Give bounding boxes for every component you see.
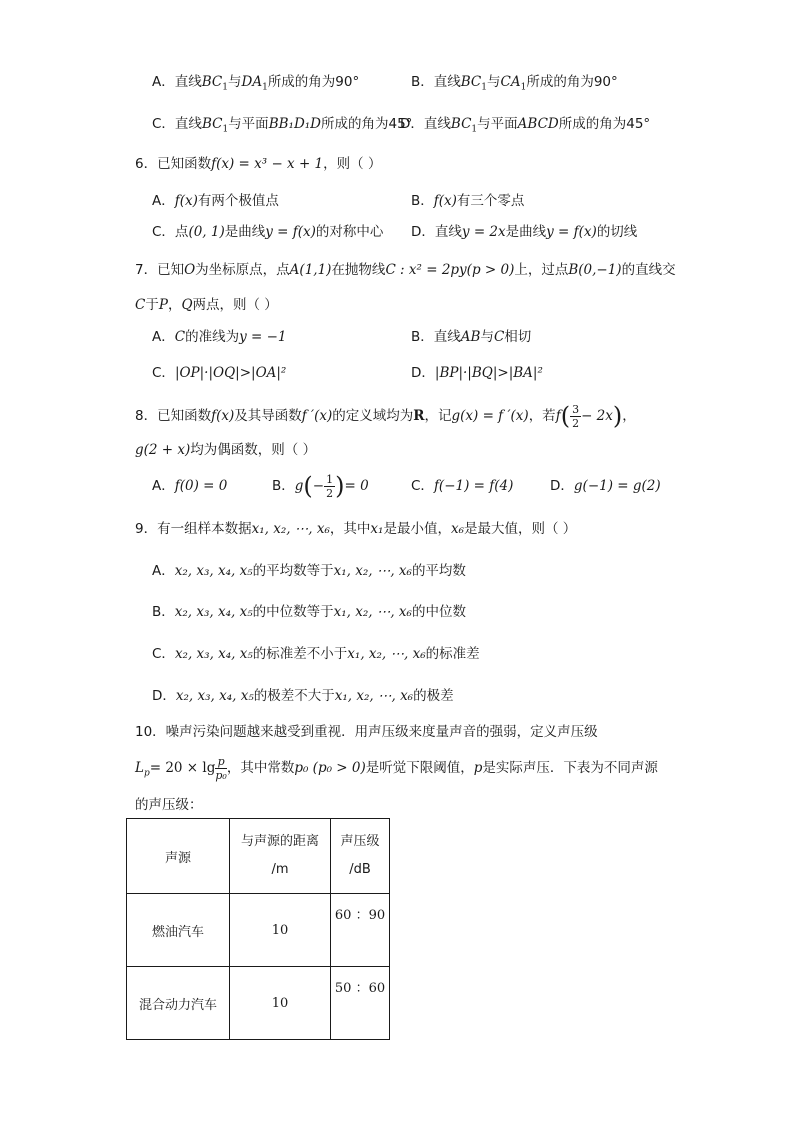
q5-option-a-sub2: 1 <box>262 82 268 93</box>
q7-option-d <box>411 363 543 383</box>
q8-l2-text: 均为偶函数，则（ ） <box>190 442 317 458</box>
q8-l1-lparen: ( <box>560 402 571 430</box>
q5-option-a <box>152 72 359 98</box>
q8-stem-line1 <box>135 399 636 433</box>
q8-l1-d: ，记 <box>424 408 452 424</box>
q6-option-d-line: y = 2x <box>461 224 506 240</box>
q9-stem-a: 9．有一组样本数据 <box>135 521 252 537</box>
q10-l2-b: 是听觉下限阈值， <box>365 760 474 776</box>
q5-option-a-suffix: 所成的角为90° <box>267 74 360 90</box>
q9-c-m2: x₁, x₂, ⋯, x₆ <box>347 646 426 662</box>
q10-l2-a: ，其中常数 <box>226 760 295 776</box>
q8-b-fraction <box>324 473 335 500</box>
q8-b-lparen: ( <box>303 472 313 500</box>
table-header-source: 声源 <box>127 819 230 894</box>
q5-option-c-suffix: 所成的角为45° <box>321 116 413 132</box>
q7-l2-m2: P <box>158 297 168 313</box>
q9-d-m1: x₂, x₃, x₄, x₅ <box>175 688 254 704</box>
q8-c-label: C． <box>411 478 434 494</box>
q6-stem <box>135 154 381 174</box>
q10-line3: 的声压级： <box>135 797 203 813</box>
q6-option-b <box>411 191 524 211</box>
q5-option-b <box>411 72 618 98</box>
sound-level-table <box>126 818 390 1040</box>
q5-option-b-mid: 与 <box>487 74 501 90</box>
q5-option-c-mid: 与平面 <box>228 116 269 132</box>
q10-l2-fraction <box>215 755 226 782</box>
q8-b-label: B． <box>272 478 295 494</box>
q8-l2-math: g(2 + x) <box>135 442 191 458</box>
q6-option-d <box>411 222 637 242</box>
q6-option-d-curve: y = f(x) <box>546 224 597 240</box>
q9-b-m1: x₂, x₃, x₄, x₅ <box>174 604 253 620</box>
q8-b-g: g <box>294 478 304 494</box>
q8-l1-m4: g(x) = f ′(x) <box>451 408 529 424</box>
q7-l1-d: 上，过点 <box>514 262 569 278</box>
q5-option-b-sub1: 1 <box>481 82 488 93</box>
table-header-row <box>127 819 390 894</box>
q7-b-m2: C <box>493 329 505 345</box>
q6-option-d-label: D．直线 <box>411 224 462 240</box>
q6-option-b-label: B． <box>411 193 434 209</box>
q8-a-math: f(0) = 0 <box>174 478 228 494</box>
q10-l2-formula: = 20 × lg <box>149 760 216 776</box>
q7-l1-b: 为坐标原点，点 <box>195 262 290 278</box>
q6-option-c-rest: 的对称中心 <box>315 224 384 240</box>
q6-option-d-mid: 是曲线 <box>505 224 547 240</box>
q9-a-m1: x₂, x₃, x₄, x₅ <box>174 563 253 579</box>
q8-l1-rparen: ) <box>612 402 623 430</box>
q10-l2-p: p <box>473 760 483 776</box>
q7-l1-m4: B(0,−1) <box>568 262 622 278</box>
q9-c-m1: x₂, x₃, x₄, x₅ <box>174 646 253 662</box>
q6-option-c <box>152 222 383 242</box>
table-header-distance <box>230 819 331 894</box>
q7-a-label: A． <box>152 329 175 345</box>
q9-d-b: 的极差不大于 <box>253 688 335 704</box>
q7-d-label: D． <box>411 365 435 381</box>
q8-l1-m5b: − 2x <box>581 408 613 424</box>
table-header-level-label: 声压级 <box>340 834 380 849</box>
q6-option-c-mid: 是曲线 <box>224 224 266 240</box>
q9-stem-m3: x₆ <box>450 521 464 537</box>
q9-c-c: 的标准差 <box>425 646 480 662</box>
q5-option-b-suffix: 所成的角为90° <box>526 74 618 90</box>
q7-option-b <box>411 327 531 347</box>
q9-option-d <box>152 686 454 706</box>
table-cell-distance: 10 <box>230 894 331 967</box>
q7-l1-m3: C : x² = 2py(p > 0) <box>385 262 515 278</box>
q8-l1-m3: R <box>413 408 425 424</box>
q5-option-d-sub1: 1 <box>471 124 478 135</box>
q5-option-b-line: BC <box>460 74 482 90</box>
q6-option-d-rest: 的切线 <box>596 224 638 240</box>
q7-l2-b: ， <box>167 297 182 313</box>
q7-l2-m3: Q <box>181 297 193 313</box>
q5-option-d-suffix: 所成的角为45° <box>558 116 651 132</box>
q7-b-b: 与 <box>480 329 494 345</box>
q7-c-label: C． <box>152 365 175 381</box>
q9-a-c: 的平均数 <box>411 563 466 579</box>
q5-option-b-sub2: 1 <box>520 82 527 93</box>
q6-option-c-curve: y = f(x) <box>265 224 316 240</box>
q8-a-label: A． <box>152 478 175 494</box>
q7-stem-line1 <box>135 260 676 280</box>
q5-option-a-mid: 与 <box>228 74 242 90</box>
q5-option-d-mid: 与平面 <box>477 116 518 132</box>
q8-b-frac-den: 2 <box>326 486 334 500</box>
q10-l2-L: L <box>135 760 144 776</box>
q9-d-label: D． <box>152 688 176 704</box>
q7-d-math: |BP|·|BQ|>|BA|² <box>434 365 543 381</box>
q5-option-d <box>400 114 650 140</box>
q9-c-b: 的标准差不小于 <box>252 646 348 662</box>
q5-option-c-prefix: C．直线 <box>152 116 202 132</box>
q9-c-label: C． <box>152 646 175 662</box>
q8-l1-f: f <box>555 408 561 424</box>
q8-l1-e: ，若 <box>528 408 556 424</box>
q10-l2-frac-den: p₀ <box>215 768 227 782</box>
q6-option-a <box>152 191 279 211</box>
q9-b-label: B． <box>152 604 175 620</box>
q8-stem-line2 <box>135 440 316 460</box>
table-header-distance-label: 与声源的距离 <box>240 834 319 849</box>
q9-option-a <box>152 561 466 581</box>
q7-b-label: B．直线 <box>411 329 461 345</box>
q7-stem-line2 <box>135 295 278 315</box>
q10-l2-sub: p <box>143 768 150 779</box>
q9-stem-d: 是最大值，则（ ） <box>463 521 577 537</box>
q7-a-m1: C <box>174 329 186 345</box>
table-cell-level: 50 ：60 <box>331 967 390 1040</box>
q6-option-b-math: f(x) <box>433 193 457 209</box>
q8-b-frac-num: 1 <box>326 472 334 486</box>
q7-l2-c: 两点，则（ ） <box>192 297 278 313</box>
q10-l2-c: 是实际声压．下表为不同声源 <box>482 760 658 776</box>
q9-a-label: A． <box>152 563 175 579</box>
q8-l1-frac-den: 2 <box>572 416 580 430</box>
q7-option-c <box>152 363 286 383</box>
table-cell-distance: 10 <box>230 967 331 1040</box>
table-row <box>127 894 390 967</box>
table-cell-source: 燃油汽车 <box>127 894 230 967</box>
q8-l1-m1: f(x) <box>211 408 235 424</box>
q7-l1-m1: O <box>184 262 196 278</box>
q10-line2 <box>135 751 658 791</box>
table-cell-source: 混合动力汽车 <box>127 967 230 1040</box>
table-cell-level: 60 ：90 <box>331 894 390 967</box>
q6-option-a-math: f(x) <box>174 193 198 209</box>
q8-option-b <box>272 468 369 504</box>
q8-option-d <box>550 468 661 504</box>
table-header-level <box>331 819 390 894</box>
q8-option-c <box>411 468 513 504</box>
q9-b-m2: x₁, x₂, ⋯, x₆ <box>333 604 412 620</box>
q8-option-a <box>152 468 227 504</box>
q5-option-a-line: BC <box>201 74 223 90</box>
q10-line1: 10．噪声污染问题越来越受到重视．用声压级来度量声音的强弱，定义声压级 <box>135 724 598 740</box>
q10-l2-p0: p₀ (p₀ > 0) <box>294 760 366 776</box>
q6-option-a-rest: 有两个极值点 <box>197 193 279 209</box>
q8-l1-comma: ， <box>622 408 636 424</box>
q6-stem-suffix: ，则（ ） <box>323 156 382 172</box>
q5-option-a-sub1: 1 <box>222 82 228 93</box>
q8-l1-a: 8．已知函数 <box>135 408 212 424</box>
q8-d-label: D． <box>550 478 574 494</box>
q7-l1-e: 的直线交 <box>621 262 676 278</box>
q5-option-c-plane: BB₁D₁D <box>268 116 321 132</box>
q8-b-minus: − <box>312 478 325 494</box>
q9-option-c <box>152 644 480 664</box>
q6-option-a-label: A． <box>152 193 175 209</box>
q5-option-b-prefix: B．直线 <box>411 74 461 90</box>
q5-option-d-plane: ABCD <box>517 116 559 132</box>
q8-l1-c: 的定义域均为 <box>332 408 414 424</box>
q9-stem-m2: x₁ <box>370 521 384 537</box>
table-header-level-unit: /dB <box>349 862 371 877</box>
q7-a-m2: y = −1 <box>239 329 287 345</box>
q9-b-b: 的中位数等于 <box>252 604 334 620</box>
table-header-distance-unit: /m <box>271 862 289 877</box>
q7-b-c: 相切 <box>504 329 532 345</box>
q5-option-a-prefix: A．直线 <box>152 74 202 90</box>
q9-a-b: 的平均数等于 <box>252 563 334 579</box>
q9-stem-m1: x₁, x₂, ⋯, x₆ <box>251 521 330 537</box>
q5-option-c-line: BC <box>201 116 223 132</box>
q7-l2-a: 于 <box>145 297 159 313</box>
q7-l1-c: 在抛物线 <box>331 262 386 278</box>
q8-c-math: f(−1) = f(4) <box>433 478 514 494</box>
q7-a-b: 的准线为 <box>185 329 240 345</box>
q9-stem <box>135 519 576 539</box>
q7-b-m1: AB <box>460 329 481 345</box>
q9-stem-c: 是最小值， <box>383 521 451 537</box>
q10-l2-frac-num: p <box>215 755 226 769</box>
q9-d-m2: x₁, x₂, ⋯, x₆ <box>334 688 414 704</box>
q7-c-math: |OP|·|OQ|>|OA|² <box>174 365 287 381</box>
q7-l1-m2: A(1,1) <box>289 262 332 278</box>
q7-option-a <box>152 327 287 347</box>
q9-d-c: 的极差 <box>413 688 454 704</box>
q8-d-math: g(−1) = g(2) <box>573 478 661 494</box>
q9-option-b <box>152 602 466 622</box>
q5-option-a-line2: DA <box>241 74 263 90</box>
q8-l1-frac-num: 3 <box>572 402 580 416</box>
q5-option-c <box>152 114 412 140</box>
q8-b-rparen: ) <box>335 472 345 500</box>
q6-stem-function: f(x) = x³ − x + 1 <box>211 156 324 172</box>
q8-b-eq: = 0 <box>344 478 369 494</box>
table-row <box>127 967 390 1040</box>
q5-option-d-prefix: D．直线 <box>400 116 451 132</box>
q5-option-c-sub1: 1 <box>222 124 229 135</box>
q6-option-b-rest: 有三个零点 <box>456 193 525 209</box>
q6-option-c-label: C．点 <box>152 224 189 240</box>
q5-option-b-line2: CA <box>500 74 521 90</box>
q6-option-c-point: (0, 1) <box>188 224 225 240</box>
q9-stem-b: ，其中 <box>329 521 371 537</box>
q8-l1-fraction <box>570 403 581 430</box>
q6-stem-prefix: 6．已知函数 <box>135 156 212 172</box>
q7-l1-a: 7．已知 <box>135 262 185 278</box>
q8-l1-m2: f ′(x) <box>301 408 333 424</box>
q9-b-c: 的中位数 <box>411 604 466 620</box>
q7-l2-m1: C <box>135 297 146 313</box>
q8-l1-b: 及其导函数 <box>234 408 302 424</box>
q9-a-m2: x₁, x₂, ⋯, x₆ <box>333 563 412 579</box>
q5-option-d-line: BC <box>450 116 472 132</box>
